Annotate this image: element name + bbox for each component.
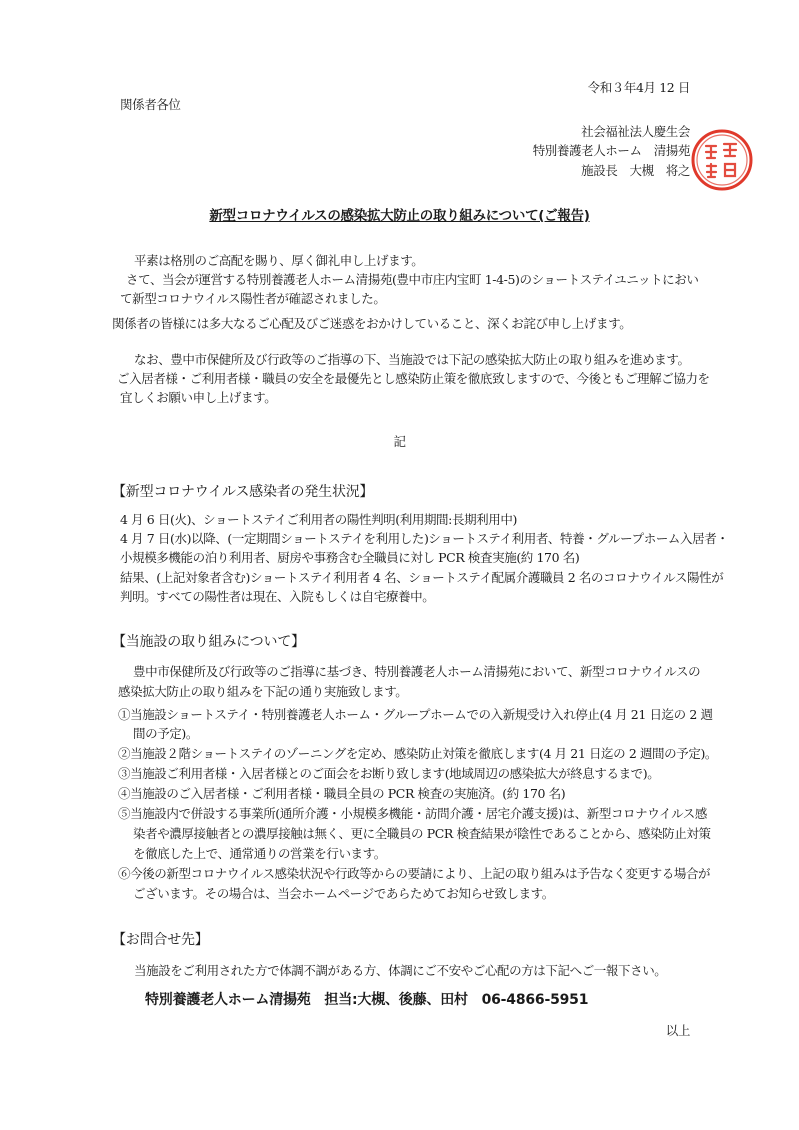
intro2-line: ご入居者様・ご利用者様・職員の安全を最優先とし感染防止策を徹底致しますので、今後ともご理解ご協力を <box>117 371 710 386</box>
measure-item: ③当施設ご利用者様・入居者様とのご面会をお断り致します(地域周辺の感染拡大が終息するまで)。 <box>118 766 660 781</box>
intro2-line: なお、豊中市保健所及び行政等のご指導の下、当施設では下記の感染拡大防止の取り組みを進めます。 <box>134 352 690 367</box>
measure-item-continued: ございます。その場合は、当会ホームページであらためてお知らせ致します。 <box>133 886 554 901</box>
sender-director: 施設長 大槻 将之 <box>581 163 690 178</box>
intro-line: て新型コロナウイルス陽性者が確認されました。 <box>120 291 386 306</box>
intro-line: 平素は格別のご高配を賜り、厚く御礼申し上げます。 <box>134 253 424 268</box>
status-line: 小規模多機能の泊り利用者、厨房や事務含む全職員に対し PCR 検査実施(約 170 名) <box>120 550 580 565</box>
measure-item-continued: 間の予定)。 <box>133 726 198 741</box>
status-line: 4 月 6 日(火)、ショートステイご利用者の陽性判明(利用期間:長期利用中) <box>120 512 517 527</box>
official-seal-stamp <box>690 128 754 192</box>
contact-info: 特別養護老人ホーム清揚苑 担当:大槻、後藤、田村 06-4866-5951 <box>145 992 589 1008</box>
document-date: 令和３年4月 12 日 <box>587 80 690 95</box>
intro-line: 関係者の皆様には多大なるご心配及びご迷惑をおかけしていること、深くお詫び申し上げます。 <box>112 316 632 331</box>
section-heading-measures: 【当施設の取り組みについて】 <box>112 634 305 650</box>
document-title: 新型コロナウイルスの感染拡大防止の取り組みについて(ご報告) <box>209 208 590 224</box>
measure-item: ⑥今後の新型コロナウイルス感染状況や行政等からの要請により、上記の取り組みは予告なく変更する場合が <box>118 866 711 881</box>
measure-item: ①当施設ショートステイ・特別養護老人ホーム・グループホームでの入新規受け入れ停止(4 月 21 日迄の 2 週 <box>118 707 713 722</box>
measure-item: ②当施設２階ショートステイのゾーニングを定め、感染防止対策を徹底します(4 月 21 日迄の 2 週間の予定)。 <box>118 746 718 761</box>
measures-intro-line: 感染拡大防止の取り組みを下記の通り実施致します。 <box>118 684 408 699</box>
closing-mark: 以上 <box>665 1023 690 1038</box>
intro-line: さて、当会が運営する特別養護老人ホーム清揚苑(豊中市庄内宝町 1-4-5)のショートステイユニットにおい <box>126 272 699 287</box>
measures-intro-line: 豊中市保健所及び行政等のご指導に基づき、特別養護老人ホーム清揚苑において、新型コロナウイルスの <box>133 664 701 679</box>
status-line: 4 月 7 日(水)以降、(一定期間ショートステイを利用した)ショートステイ利用者、特養・グループホーム入居者・ <box>120 531 729 546</box>
status-line: 判明。すべての陽性者は現在、入院もしくは自宅療養中。 <box>120 589 435 604</box>
intro2-line: 宜しくお願い申し上げます。 <box>120 390 277 405</box>
sender-facility: 特別養護老人ホーム 清揚苑 <box>532 143 690 158</box>
status-line: 結果、(上記対象者含む)ショートステイ利用者 4 名、ショートステイ配属介護職員 2 名のコロナウイルス陽性が <box>120 570 724 585</box>
section-heading-contact: 【お問合せ先】 <box>112 932 209 948</box>
addressee: 関係者各位 <box>120 97 181 112</box>
contact-note: 当施設をご利用された方で体調不調がある方、体調にご不安やご心配の方は下記へご一報下さい。 <box>134 963 667 978</box>
section-heading-status: 【新型コロナウイルス感染者の発生状況】 <box>112 484 374 500</box>
measure-item: ⑤当施設内で併設する事業所(通所介護・小規模多機能・訪問介護・居宅介護支援)は、新型コロナウイルス感 <box>118 806 708 821</box>
measure-item: ④当施設のご入居者様・ご利用者様・職員全員の PCR 検査の実施済。(約 170 名) <box>118 786 566 801</box>
ki-mark: 記 <box>393 434 406 449</box>
sender-organization: 社会福祉法人慶生会 <box>581 124 690 139</box>
measure-item-continued: を徹底した上で、通常通りの営業を行います。 <box>133 846 386 861</box>
measure-item-continued: 染者や濃厚接触者との濃厚接触は無く、更に全職員の PCR 検査結果が陰性であることから、感染防止対策 <box>133 826 711 841</box>
